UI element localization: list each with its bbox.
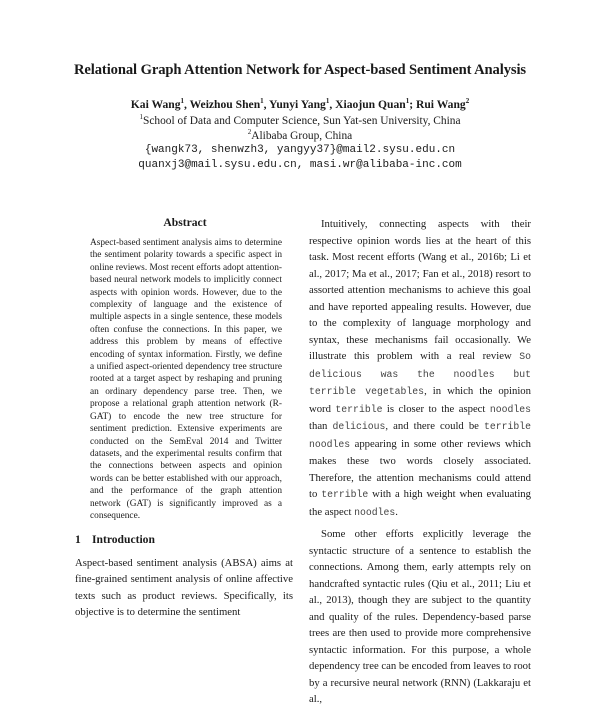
author-name: Xiaojun Quan	[335, 97, 406, 111]
paragraph-text: Intuitively, connecting aspects with their respective opinion words lies at the heart of this task. Most recent efforts (Wang et al., 2016b; Li et al., 2017; Ma et al., 2017; Fan et al., 2018) resort to assorted attention mechanisms to achieve this goal and have reported appealing results. However, due to the complexity of language morphology and syntax, these mechanisms fail occasionally. We illustrate this problem with a real review	[309, 218, 531, 362]
paragraph-text: , in which the opinion word	[309, 385, 531, 415]
author-name: Rui Wang	[415, 97, 466, 111]
inline-code: terrible noodles	[309, 421, 532, 450]
inline-code: noodles	[489, 403, 531, 415]
author-email: quanxj3@mail.sysu.edu.cn, masi.wr@alibaba-inc.com	[138, 159, 462, 171]
paragraph	[309, 216, 531, 521]
inline-code: terrible	[335, 403, 383, 415]
intro-text: Aspect-based sentiment analysis (ABSA) aims at fine-grained sentiment analysis of online affective texts such as product reviews. Specifically, its objective is to determine the sentiment	[75, 557, 293, 618]
affiliation-mark: 1	[139, 113, 143, 121]
inline-code: terrible	[321, 489, 369, 500]
paragraph-text: than	[309, 420, 333, 432]
paragraph: Some other efforts explicitly leverage the syntactic structure of a sentence to establish the connections. Among them, early attempts rely on handcrafted syntactic rules (Qiu et al., 2011; Liu et al., 2013), though they are subject to the quantity and quality of the rules. Dependency-based parse trees are then used to provide more comprehensive syntactic information. For this purpose, a whole dependency tree can be encoded from leaves to root by a recursive neural network (RNN) (Lakkaraju et al.,	[309, 528, 531, 705]
inline-code: delicious	[332, 421, 386, 432]
paragraph-text: is closer to the aspect	[382, 402, 490, 415]
paragraph-text: , and there could be	[385, 420, 484, 432]
author-affiliation-mark: 1	[180, 97, 184, 105]
section-number: 1	[75, 533, 81, 546]
author-email: {wangk73, shenwzh3, yangyy37}@mail2.sysu.edu.cn	[144, 144, 456, 156]
affiliation	[0, 128, 600, 142]
affiliation-text: Alibaba Group, China	[251, 129, 353, 142]
affiliation-mark: 2	[247, 128, 252, 136]
paragraph-text: .	[395, 505, 398, 518]
abstract-text: Aspect-based sentiment analysis aims to determine the sentiment polarity towards a specific aspect in online reviews. Most recent efforts adopt attention-based neural network models to implicitly connect aspects with opinion words. However, due to the complexity of language and the existence of multiple aspects in a single sentence, these models often confuse the connections. In this paper, we address this problem by means of effective encoding of syntax information. Firstly, we define a unified aspect-oriented dependency tree structure rooted at a target aspect by reshaping and pruning an ordinary dependency parse tree. Then, we propose a relational graph attention network (R-GAT) to encode the new tree structure for sentiment prediction. Extensive experiments are conducted on the SemEval 2014 and Twitter datasets, and the experimental results confirm that the connections between aspects and opinion words can be better established with our approach, and the performance of the graph attention network (GAT) is significantly improved as a consequence.	[90, 238, 282, 521]
inline-code: noodles	[354, 506, 396, 518]
author-affiliation-mark: 1	[405, 97, 410, 105]
paragraph-text: appearing in some other reviews which makes these two words closely associated. Therefore, the attention mechanisms could attend to	[309, 437, 531, 500]
paragraph-text: with a high weight when evaluating the aspect	[309, 488, 531, 518]
author-list: Kai Wang$^1$, Weizhou Shen$^1$, Yunyi Yang$^1$, Xiaojun Quan$^1$; Rui Wang$^2$	[130, 97, 470, 111]
author-affiliation-mark: 2	[465, 97, 470, 105]
author-affiliation-mark: 1	[325, 97, 330, 105]
paper-title: Relational Graph Attention Network for Aspect-based Sentiment Analysis	[73, 62, 527, 78]
affiliation	[0, 113, 600, 127]
author-name: Yunyi Yang	[269, 97, 326, 111]
author-name: Weizhou Shen	[189, 97, 261, 111]
author-affiliation-mark: 1	[260, 97, 264, 105]
affiliation-text: School of Data and Computer Science, Sun Yat-sen University, China	[142, 114, 461, 127]
inline-code: So delicious was the noodles but terrible vegetables	[309, 351, 531, 397]
section-title: Introduction	[92, 533, 155, 546]
abstract-heading: Abstract	[163, 216, 207, 229]
section-heading	[75, 533, 155, 546]
right-column	[309, 216, 531, 713]
author-name: Kai Wang	[130, 97, 181, 111]
